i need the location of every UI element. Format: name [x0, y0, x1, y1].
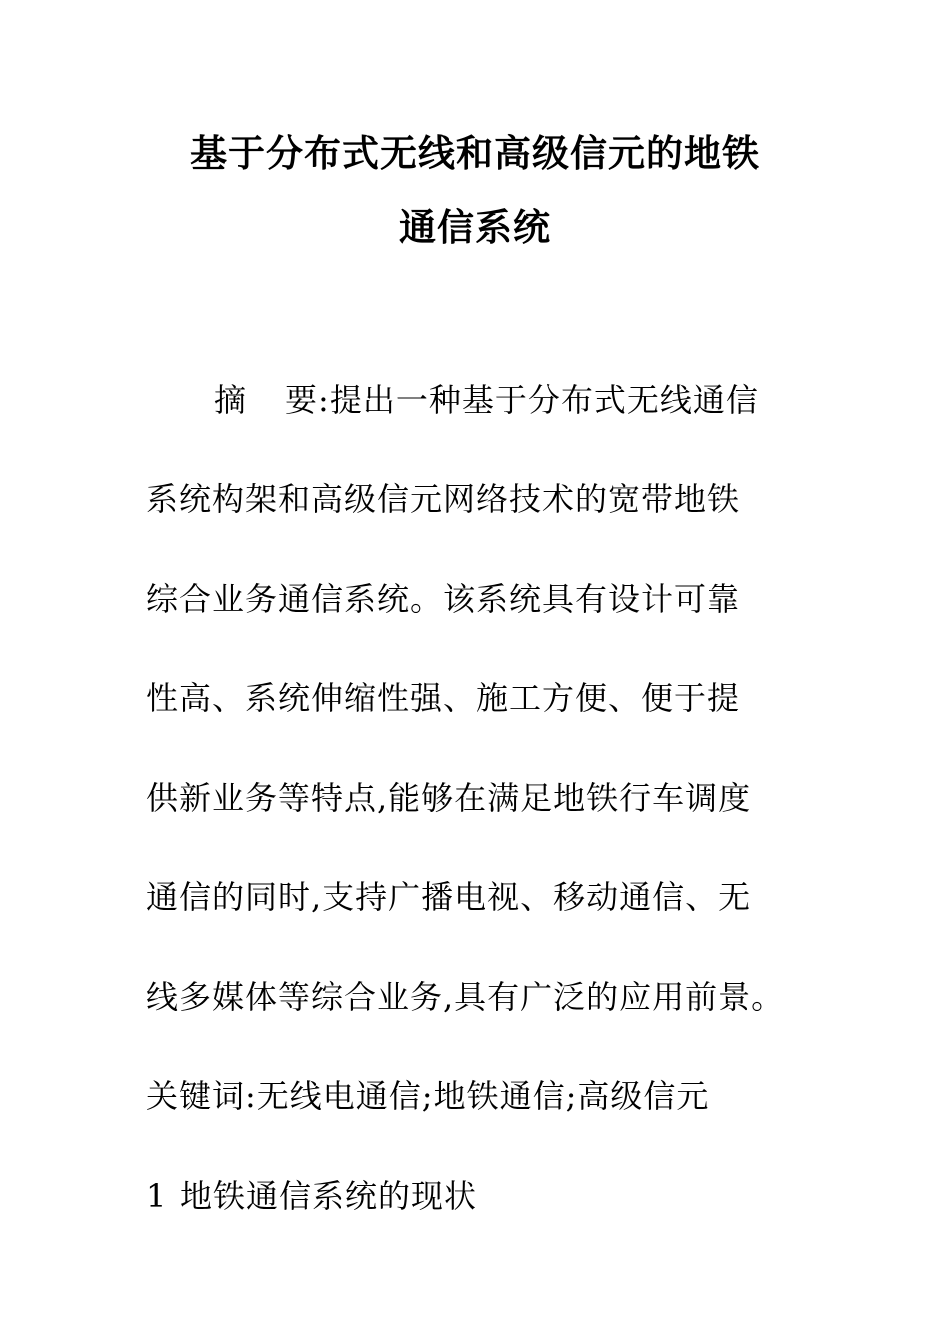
abstract-line-3: 综合业务通信系统。该系统具有设计可靠: [146, 580, 741, 618]
abstract-line-2: 系统构架和高级信元网络技术的宽带地铁: [146, 480, 741, 518]
abstract-line-6: 通信的同时,支持广播电视、移动通信、无: [146, 878, 752, 916]
section-1-heading: [146, 1176, 477, 1216]
abstract-label-char-1: 摘: [214, 381, 248, 419]
section-1-number: 1: [146, 1177, 168, 1215]
abstract-line-4: 性高、系统伸缩性强、施工方便、便于提: [146, 679, 741, 717]
abstract-label-char-2: 要:: [285, 381, 330, 419]
abstract-line-5: 供新业务等特点,能够在满足地铁行车调度: [146, 779, 752, 817]
section-1-title: 地铁通信系统的现状: [180, 1177, 478, 1215]
abstract-line-1: 提出一种基于分布式无线通信: [329, 381, 759, 419]
document-title-line-1: 基于分布式无线和高级信元的地铁: [190, 132, 760, 175]
document-title-line-2: 通信系统: [399, 206, 551, 249]
abstract-line-7: 线多媒体等综合业务,具有广泛的应用前景。: [146, 978, 785, 1016]
abstract-first-line: [214, 380, 759, 420]
keywords-line: 关键词:无线电通信;地铁通信;高级信元: [146, 1077, 710, 1115]
